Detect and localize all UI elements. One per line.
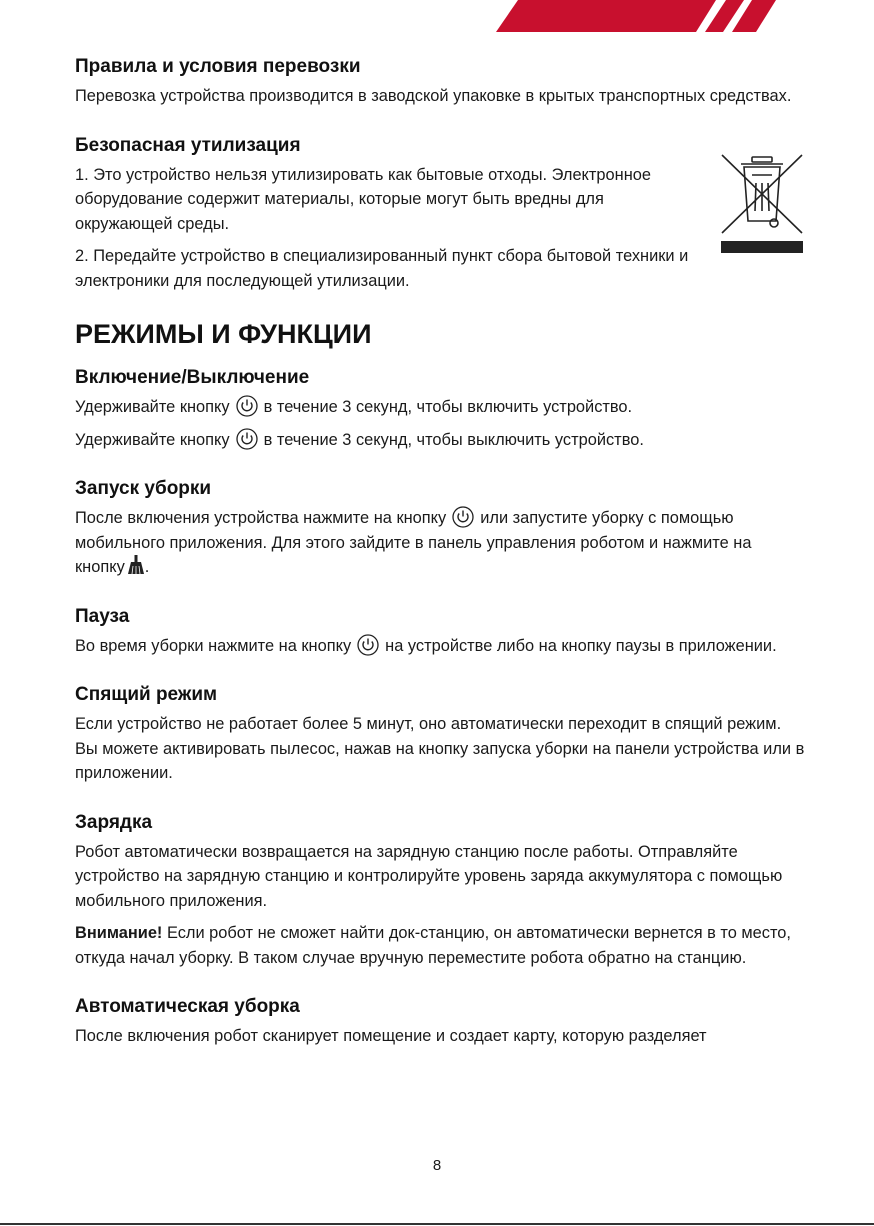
power-button-icon — [452, 506, 474, 528]
disposal-paragraph-2: 2. Передайте устройство в специализированный пункт сбора бытовой техники и электроники для последующей утилизации. — [75, 247, 689, 290]
warning-label: Внимание! — [75, 924, 163, 942]
start-text: После включения устройства нажмите на кнопку или запустите уборку с помощью мобильного приложения. Для этого зайдите в панель управления роботом и нажмите на кнопку . — [75, 506, 805, 580]
disposal-section — [75, 133, 805, 294]
charging-section — [75, 810, 805, 971]
transport-text: Перевозка устройства производится в заводской упаковке в крытых транспортных средствах. — [75, 87, 792, 105]
page-number: 8 — [432, 1157, 442, 1174]
crossed-out-wheelie-bin-icon — [719, 151, 805, 257]
charging-warning — [75, 921, 805, 970]
power-button-icon — [236, 395, 258, 417]
auto-heading: Автоматическая уборка — [75, 996, 300, 1017]
sleep-heading: Спящий режим — [75, 684, 218, 705]
disposal-paragraph-1: 1. Это устройство нельзя утилизировать как бытовые отходы. Электронное оборудование содержит материалы, которые могут быть вредны для окружающей среды. — [75, 165, 651, 233]
charging-text: Робот автоматически возвращается на зарядную станцию после работы. Отправляйте устройство на зарядную станцию и контролируйте уровень заряда аккумулятора с помощью мобильного приложения. — [75, 842, 783, 910]
power-button-icon — [357, 634, 379, 656]
pause-text: Во время уборки нажмите на кнопку на устройстве либо на кнопку паузы в приложении. — [75, 634, 805, 659]
pause-section — [75, 604, 805, 659]
charging-heading: Зарядка — [75, 811, 153, 833]
power-on-text: Удерживайте кнопку в течение 3 секунд, чтобы включить устройство. — [75, 395, 805, 420]
disposal-heading: Безопасная утилизация — [75, 134, 301, 156]
power-off-text: Удерживайте кнопку в течение 3 секунд, чтобы выключить устройство. — [75, 428, 805, 453]
auto-section — [75, 994, 805, 1049]
power-button-icon — [236, 428, 258, 450]
broom-icon — [127, 555, 145, 575]
sleep-section — [75, 682, 805, 786]
pause-heading: Пауза — [75, 605, 130, 627]
bottom-divider — [0, 1223, 874, 1225]
modes-heading: РЕЖИМЫ И ФУНКЦИИ — [75, 319, 372, 349]
header-stripes-decoration — [0, 0, 874, 32]
sleep-text: Если устройство не работает более 5 минут, оно автоматически переходит в спящий режим. Вы можете активировать пылесос, нажав на кнопку запуска уборки на панели устройства или в приложении. — [75, 715, 805, 782]
modes-section — [75, 317, 805, 1049]
start-heading: Запуск уборки — [75, 478, 212, 499]
auto-text: После включения робот сканирует помещение и создает карту, которую разделяет — [75, 1027, 707, 1045]
transport-heading: Правила и условия перевозки — [75, 56, 361, 77]
warning-text: Если робот не сможет найти док-станцию, он автоматически вернется в то место, откуда начал уборку. В таком случае вручную переместите робота обратно на станцию. — [75, 924, 791, 967]
transport-section — [75, 54, 805, 109]
power-heading: Включение/Выключение — [75, 367, 310, 388]
page-content — [75, 54, 805, 1073]
start-section — [75, 476, 805, 580]
power-section — [75, 365, 805, 452]
